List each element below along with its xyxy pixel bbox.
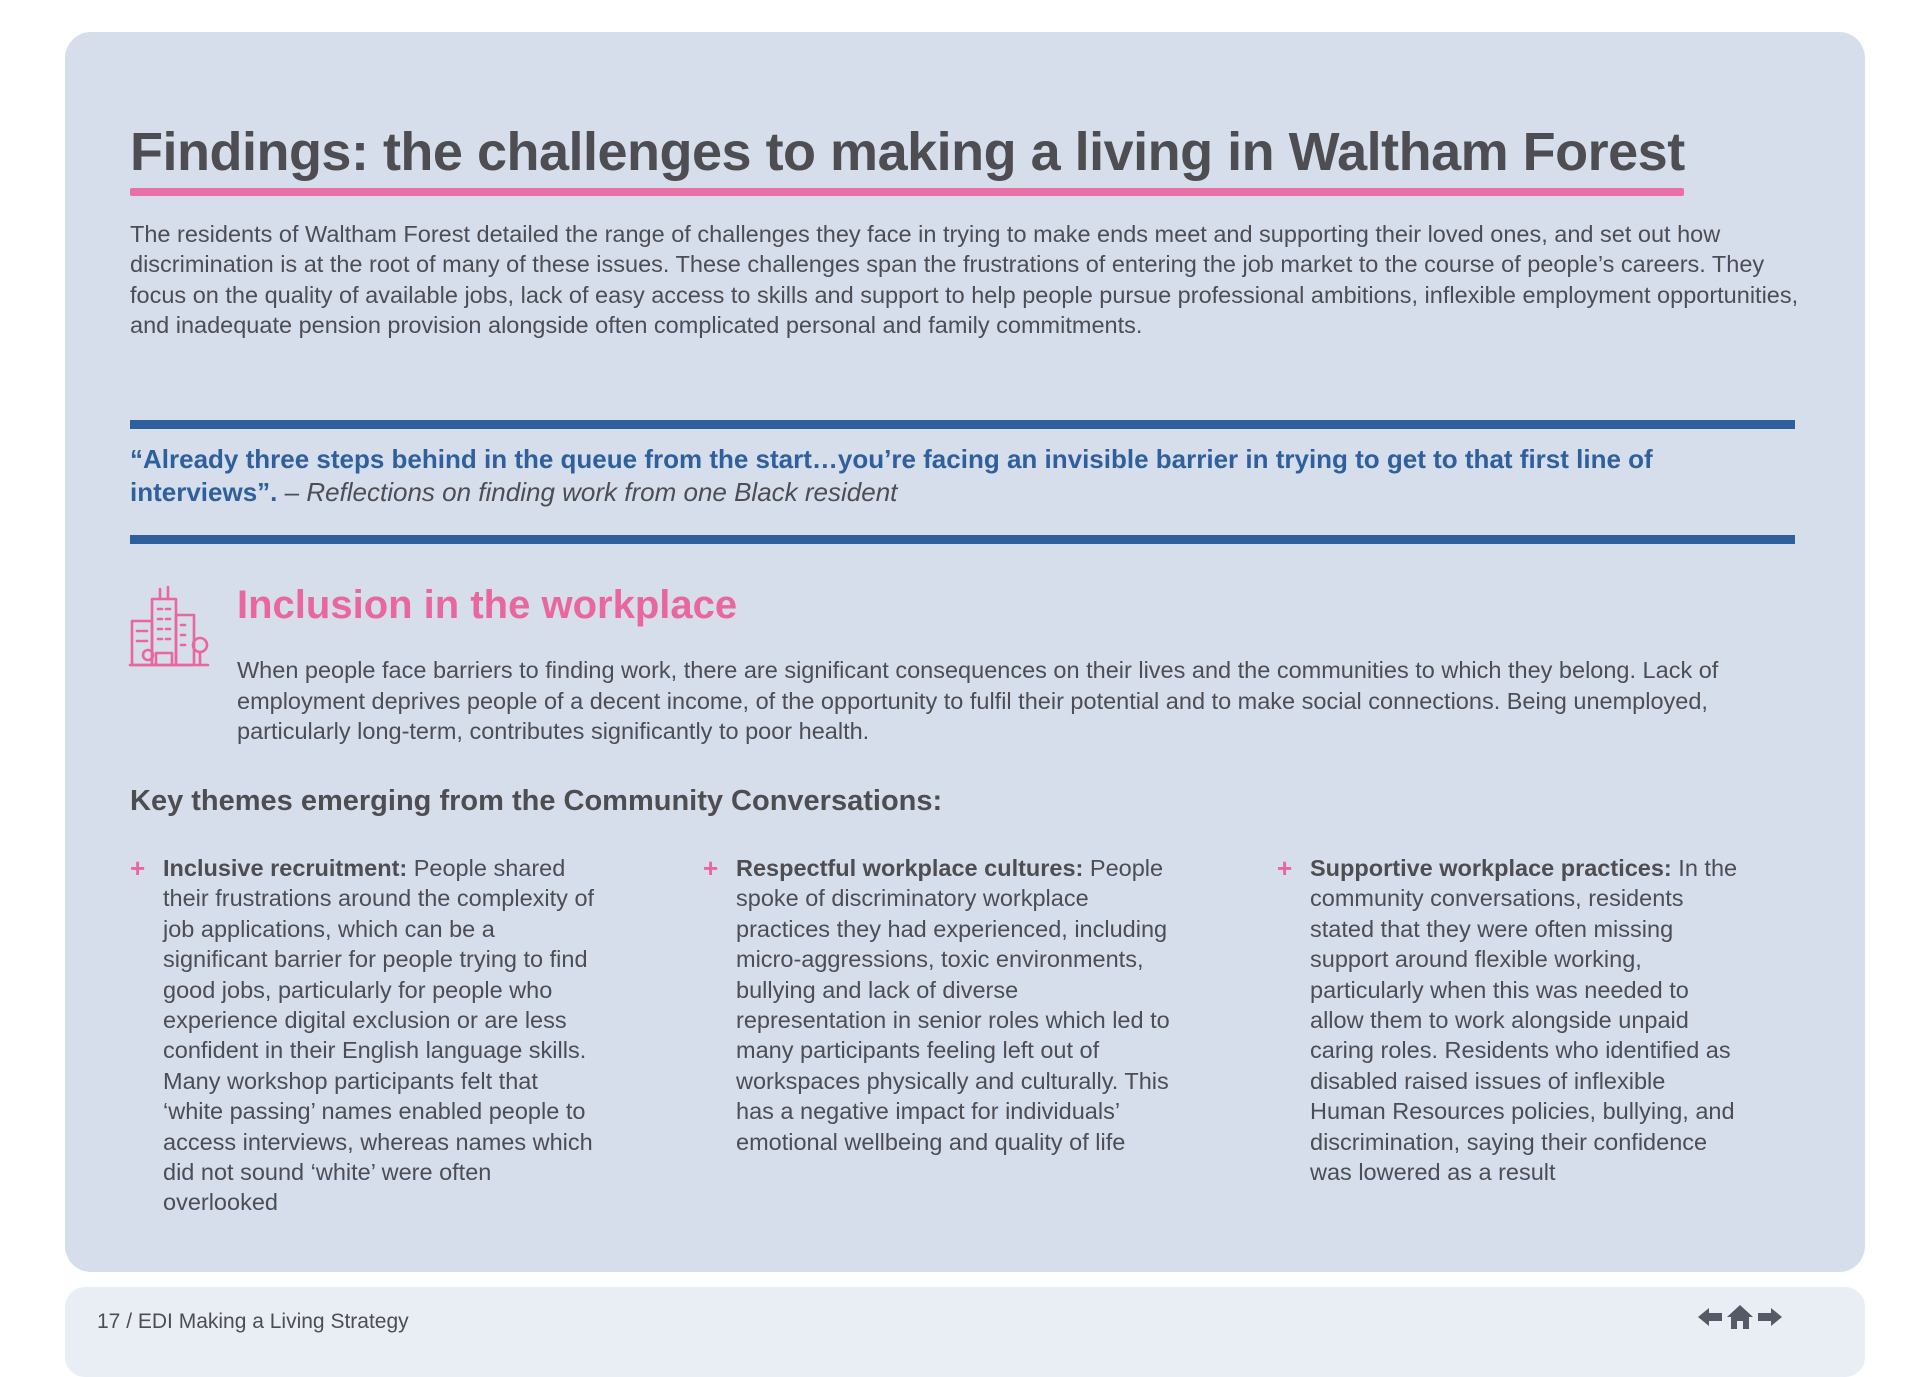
plus-bullet-icon: + <box>1277 853 1293 883</box>
pull-quote <box>130 443 1800 509</box>
home-icon[interactable] <box>1726 1303 1754 1336</box>
theme-item <box>703 853 1173 1157</box>
theme-title: Inclusive recruitment: <box>163 855 408 881</box>
theme-text: People shared their frustrations around the complexity of job applications, which can be a significant barrier for people trying to find good jobs, particularly for people who experience digital exclusion or are less confident in their English language skills. Many workshop participants felt that ‘white passing’ names enabled people to access interviews, whereas names which did not sound ‘white’ were often overlooked <box>163 855 595 1216</box>
quote-attribution: – Reflections on finding work from one Black resident <box>277 477 898 507</box>
arrow-right-icon[interactable] <box>1756 1303 1784 1336</box>
theme-item <box>130 853 600 1218</box>
title-underline <box>130 188 1684 196</box>
theme-text: In the community conversations, residents stated that they were often missing support around flexible working, particularly when this was needed to allow them to work alongside unpaid caring roles. Residents who identified as disabled raised issues of inflexible Human Resources policies, bullying, and discrimination, saying their confidence was lowered as a result <box>1310 855 1738 1186</box>
plus-bullet-icon: + <box>703 853 719 883</box>
theme-title: Respectful workplace cultures: <box>736 855 1084 881</box>
quote-text: “Already three steps behind in the queue from the start…you’re facing an invisible barrier in trying to get to that first line of interviews”. <box>130 444 1653 507</box>
arrow-left-icon[interactable] <box>1696 1303 1724 1336</box>
intro-paragraph: The residents of Waltham Forest detailed the range of challenges they face in trying to make ends meet and supporting their loved ones, and set out how discrimination is at the root of many of these issues. These challenges span the frustrations of entering the job market to the course of people’s careers. They focus on the quality of available jobs, lack of easy access to skills and support to help people pursue professional ambitions, inflexible employment opportunities, and inadequate pension provision alongside often complicated personal and family commitments. <box>130 221 1799 339</box>
quote-rule-bottom <box>130 535 1795 544</box>
theme-item <box>1277 853 1747 1187</box>
page-title: Findings: the challenges to making a living in Waltham Forest <box>130 122 1685 182</box>
page-number-label: 17 / EDI Making a Living Strategy <box>97 1310 409 1333</box>
page-navigation <box>1696 1303 1784 1336</box>
theme-title: Supportive workplace practices: <box>1310 855 1672 881</box>
quote-rule-top <box>130 420 1795 429</box>
buildings-icon <box>128 585 210 671</box>
theme-text: People spoke of discriminatory workplace practices they had experienced, including micro-aggressions, toxic environments, bullying and lack of diverse representation in senior roles which led to many participants feeling left out of workspaces physically and culturally. This has a negative impact for individuals’ emotional wellbeing and quality of life <box>736 855 1170 1155</box>
section-body: When people face barriers to finding work, there are significant consequences on their lives and the communities to which they belong. Lack of employment deprives people of a decent income, of the opportunity to fulfil their potential and to make social connections. Being unemployed, particularly long-term, contributes significantly to poor health. <box>237 657 1719 744</box>
themes-heading: Key themes emerging from the Community Conversations: <box>130 785 943 817</box>
plus-bullet-icon: + <box>130 853 146 883</box>
section-heading: Inclusion in the workplace <box>237 583 738 627</box>
